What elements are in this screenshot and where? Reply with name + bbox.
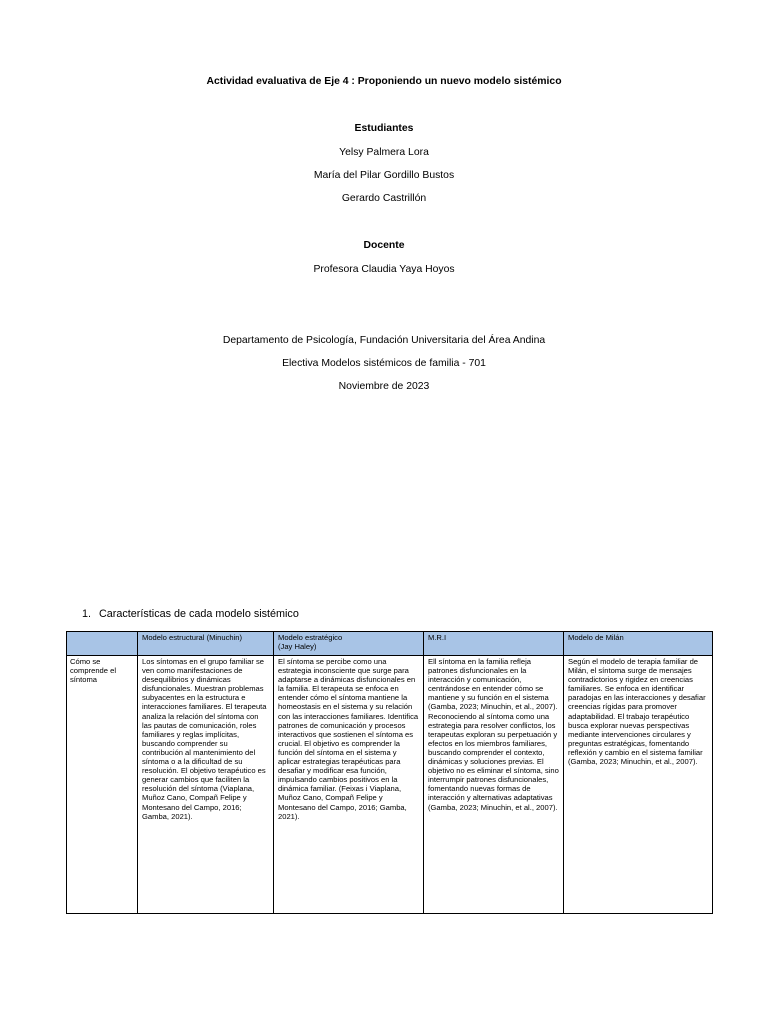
models-table: [66, 631, 713, 914]
student-name: María del Pilar Gordillo Bustos: [313, 170, 455, 181]
section-title: Características de cada modelo sistémico: [99, 608, 299, 620]
students-heading: Estudiantes: [354, 123, 414, 134]
student-name: Gerardo Castrillón: [341, 193, 427, 204]
header-cell: [67, 632, 138, 656]
row-label-cell: Cómo se comprende el síntoma: [67, 656, 138, 914]
section-heading: [82, 608, 299, 620]
teacher-name: Profesora Claudia Yaya Hoyos: [313, 264, 455, 275]
course: Electiva Modelos sistémicos de familia - 701: [282, 358, 486, 369]
table-cell: Ell síntoma en la familia refleja patrones disfuncionales en la interacción y comunicación, centrándose en entender cómo se mantiene y su función en el sistema (Gamba, 2023; Minuchin, et al., 2007). Reconociendo al síntoma como una estrategia para resolver conflictos, los terapeutas exploran su perpetuación y efectos en los miembros familiares, buscando comprender el contexto, dinámicas y soluciones previas. El objetivo no es eliminar el síntoma, sino interrumpir patrones disfuncionales, fomentando nuevas formas de interacción y alternativas adaptativas (Gamba, 2023; Minuchin, et al., 2007).: [424, 656, 564, 914]
table-cell: Según el modelo de terapia familiar de Milán, el síntoma surge de mensajes contradictorios y rigidez en creencias familiares. Se enfoca en identificar paradojas en las interacciones y desafiar creencias rígidas para promover adaptabilidad. El trabajo terapéutico busca explorar nuevas perspectivas mediante intervenciones circulares y preguntas estratégicas, fomentando reflexión y cambio en el sistema familiar (Gamba, 2023; Minuchin, et al., 2007).: [564, 656, 713, 914]
table-cell: Los síntomas en el grupo familiar se ven como manifestaciones de desequilibrios y dinámicas disfuncionales. Muestran problemas subyacentes en la estructura e interacciones familiares. El terapeuta analiza la relación del síntoma con las pautas de comunicación, roles familiares y reglas implícitas, buscando comprender su contribución al mantenimiento del síntoma o a la dificultad de su resolución. El objetivo terapéutico es generar cambios que faciliten la resolución del síntoma (Viaplana, Muñoz Cano, Compañ Felipe y Montesano del Campo, 2016; Gamba, 2021).: [138, 656, 274, 914]
table-row: [67, 656, 713, 914]
table-header-row: [67, 632, 713, 656]
document-title: Actividad evaluativa de Eje 4 : Proponiendo un nuevo modelo sistémico: [206, 76, 562, 87]
header-cell: M.R.I: [424, 632, 564, 656]
header-cell: Modelo estratégico (Jay Haley): [274, 632, 424, 656]
table-cell: El síntoma se percibe como una estrategia inconsciente que surge para adaptarse a dinámicas disfuncionales en la familia. El terapeuta se enfoca en entender cómo el síntoma mantiene la homeostasis en el sistema y su relación con las interacciones familiares. Identifica patrones de comunicación y procesos interactivos que sostienen el síntoma es crucial. El objetivo es comprender la función del síntoma en el sistema y aplicar estrategias terapéuticas para desafiar y modificar esa función, impulsando cambios positivos en la dinámica familiar. (Feixas i Viaplana, Muñoz Cano, Compañ Felipe y Montesano del Campo, 2016; Gamba, 2021).: [274, 656, 424, 914]
department: Departamento de Psicología, Fundación Universitaria del Área Andina: [222, 335, 546, 346]
header-cell: Modelo de Milán: [564, 632, 713, 656]
date: Noviembre de 2023: [338, 381, 430, 392]
header-cell: Modelo estructural (Minuchin): [138, 632, 274, 656]
student-name: Yelsy Palmera Lora: [339, 147, 429, 158]
teacher-heading: Docente: [363, 240, 405, 251]
section-number: 1.: [82, 608, 92, 620]
